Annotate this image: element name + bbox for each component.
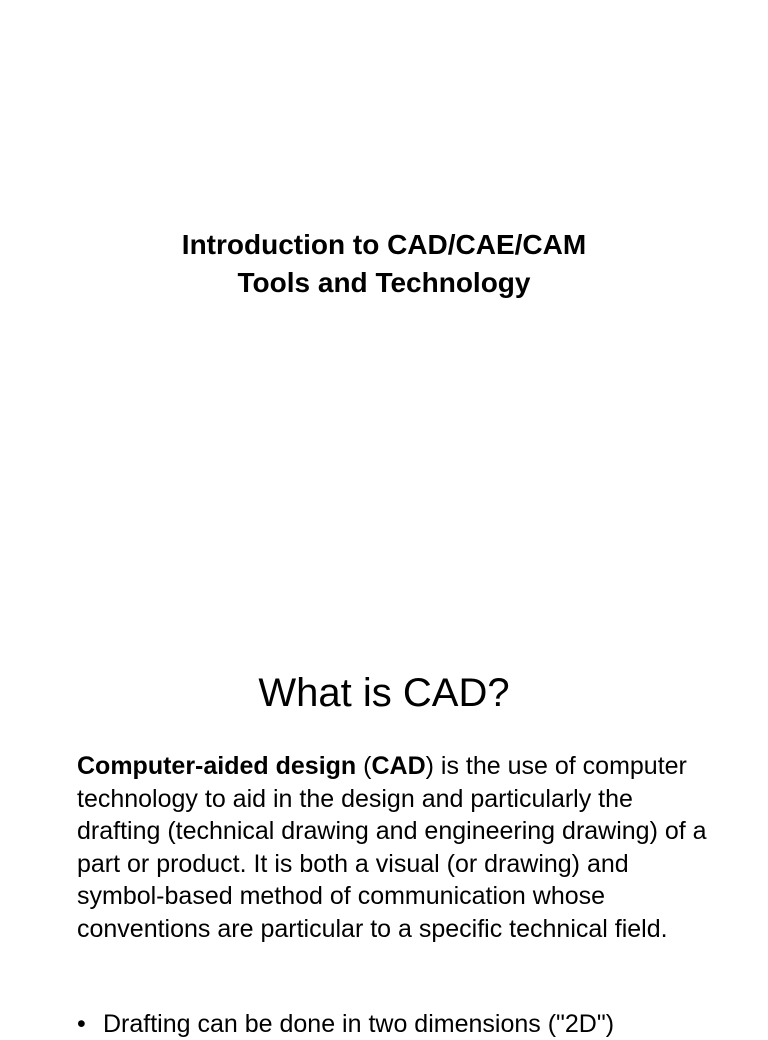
abbreviation: CAD [371,752,426,780]
bullet-marker: • [77,1010,86,1038]
bullet-text: Drafting can be done in two dimensions ("2D") [103,1010,615,1038]
slide-title [0,226,768,302]
bullet-item [77,1008,717,1040]
definition-paragraph [77,750,717,945]
slide-heading: What is CAD? [258,671,510,715]
content-slide [0,600,768,1038]
paren-open: ( [356,752,372,780]
definition-text: ) is the use of computer technology to aid in the design and particularly the drafting (technical drawing and engineering drawing) of a part or product. It is both a visual (or drawing) and symbol-based method of communication whose conventions are particular to a specific technical field. [77,752,707,943]
defined-term: Computer-aided design [77,752,357,780]
title-line-1: Introduction to CAD/CAE/CAM [181,229,587,260]
title-line-2: Tools and Technology [237,267,531,298]
